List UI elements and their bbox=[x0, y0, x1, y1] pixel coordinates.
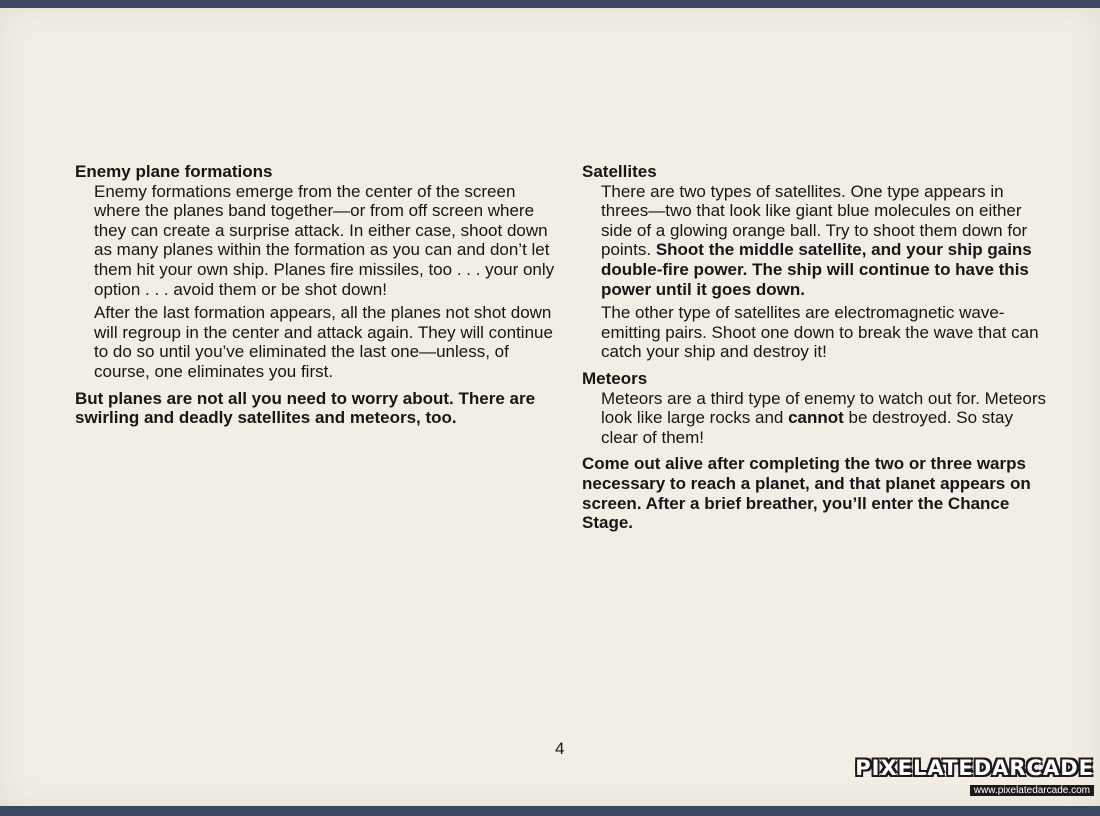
paragraph-formations-1: Enemy formations emerge from the center of the screen where the planes band together—or from off screen where they can create a surprise attack. In either case, shoot down as many planes within the formation as you can and don’t let them hit your own ship. Planes fire missiles, too . . . your only option . . . avoid them or be shot down! bbox=[94, 181, 555, 299]
satellites-text: There are two types of satellites. One type appears in threes—two that look like giant blue molecules on either side of a glowing orange ball. Try to shoot them down for points. bbox=[601, 181, 1028, 260]
left-column bbox=[75, 162, 555, 428]
paragraph-satellites-1 bbox=[582, 182, 1052, 300]
watermark-url: www.pixelatedarcade.com bbox=[970, 785, 1094, 796]
paragraph-satellites-2: The other type of satellites are electromagnetic wave-emitting pairs. Shoot one down to break the wave that can catch your ship and destroy it! bbox=[601, 303, 1039, 362]
satellites-bold-text: Shoot the middle satellite, and your ship gains double-fire power. The ship will continue to have this power until it goes down. bbox=[601, 240, 1032, 299]
closing-warning-right: Come out alive after completing the two or three warps necessary to reach a planet, and that planet appears on screen. After a brief breather, you’ll enter the Chance Stage. bbox=[582, 454, 1031, 533]
page-number: 4 bbox=[555, 739, 565, 758]
meteors-cannot: cannot bbox=[788, 408, 844, 428]
section-meteors bbox=[582, 369, 1052, 447]
heading-enemy-plane-formations: Enemy plane formations bbox=[75, 162, 273, 181]
meteors-text-end: be destroyed. So stay clear of them! bbox=[601, 408, 1013, 447]
meteors-text: Meteors are a third type of enemy to watch out for. Meteors look like large rocks and bbox=[601, 388, 1047, 428]
manual-page bbox=[0, 8, 1100, 806]
right-column bbox=[582, 162, 1052, 533]
paragraph-meteors bbox=[582, 389, 1052, 448]
paragraph-formations-2: After the last formation appears, all the planes not shot down will regroup in the center and attack again. They will continue to do so until you’ve eliminated the last one—unless, of course, one eliminates you first. bbox=[94, 303, 553, 381]
heading-satellites: Satellites bbox=[582, 162, 657, 181]
heading-meteors: Meteors bbox=[582, 368, 648, 388]
section-satellites bbox=[582, 162, 1052, 362]
closing-warning-left: But planes are not all you need to worry about. There are swirling and deadly satellites and meteors, too. bbox=[75, 388, 536, 428]
watermark bbox=[855, 756, 1094, 798]
section-enemy-plane-formations bbox=[75, 162, 555, 382]
watermark-title: PIXELATEDARCADE bbox=[855, 756, 1094, 780]
